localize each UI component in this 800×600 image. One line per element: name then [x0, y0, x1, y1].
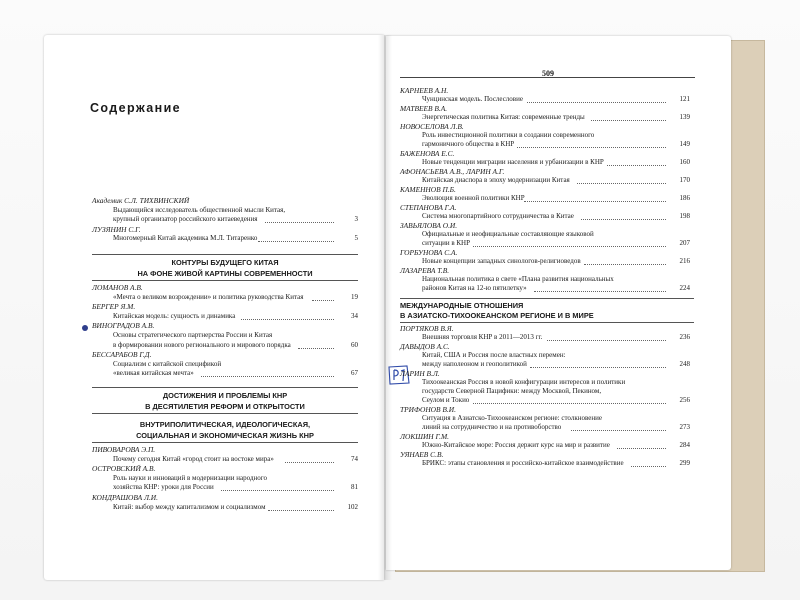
toc-entry-title: Китайская диаспора в эпоху модернизации Китая [422, 176, 570, 184]
dot-leader [473, 246, 666, 247]
toc-author: ЛАЗАРЕВА Т.В. [400, 266, 450, 275]
toc-author: ГОРБУНОВА С.А. [400, 248, 458, 257]
toc-entry-title: Внешняя торговля КНР в 2011—2013 гг. [422, 333, 543, 341]
toc-page-number: 299 [679, 459, 690, 467]
section-rule [92, 387, 358, 388]
toc-entry-title: хозяйства КНР: уроки для России [113, 483, 214, 492]
toc-entry-title: Официальные и неофициальные составляющие языковой [422, 230, 594, 238]
toc-entry-title: Национальная политика в свете «Плана развития национальных [422, 275, 614, 283]
toc-page-number: 198 [679, 212, 690, 220]
toc-author: АФОНАСЬЕВА А.В., ЛАРИН А.Г. [400, 167, 505, 176]
toc-author: ЗАВЬЯЛОВА О.И. [400, 221, 458, 230]
toc-entry-title: Южно-Китайское море: Россия держит курс на мир и развитие [422, 441, 610, 449]
dot-leader [530, 367, 666, 368]
toc-author: БЕССАРАБОВ Г.Д. [92, 350, 152, 360]
toc-entry-title: «великая китайская мечта» [113, 369, 194, 378]
toc-page-number: 5 [354, 234, 358, 243]
toc-page-number: 186 [679, 194, 690, 202]
toc-page-number: 102 [347, 502, 358, 511]
dot-leader [473, 403, 666, 404]
toc-author: ВИНОГРАДОВ А.В. [92, 321, 155, 331]
section-heading: СОЦИАЛЬНАЯ И ЭКОНОМИЧЕСКАЯ ЖИЗНЬ КНР [136, 430, 314, 440]
toc-page-number: 224 [679, 284, 690, 292]
dot-leader [201, 376, 334, 377]
toc-author: ПОРТЯКОВ В.Я. [400, 324, 454, 333]
toc-author: УЯНАЕВ С.В. [400, 450, 444, 459]
toc-page-number: 160 [679, 158, 690, 166]
dot-leader [547, 340, 666, 341]
dot-leader [268, 510, 334, 511]
toc-entry-title: Сеулом и Токио [422, 396, 470, 404]
toc-page-number: 34 [351, 311, 358, 320]
header-rule [400, 77, 695, 78]
toc-page-number: 60 [351, 340, 358, 349]
toc-entry-title: Выдающийся исследователь общественной мысли Китая, [113, 205, 286, 214]
toc-page-number: 81 [351, 483, 358, 492]
dot-leader [241, 319, 334, 320]
toc-entry-title: Китай, США и Россия после властных перемен: [422, 351, 566, 359]
dot-leader [527, 102, 666, 103]
toc-page-number: 19 [351, 292, 358, 301]
dot-leader [617, 448, 666, 449]
section-heading: МЕЖДУНАРОДНЫЕ ОТНОШЕНИЯ [400, 301, 524, 310]
toc-entry-title: Почему сегодня Китай «город стоит на востоке мира» [113, 454, 274, 463]
toc-entry-title: гармоничного общества в КНР [422, 140, 515, 148]
toc-entry-title: Китай: выбор между капитализмом и социализмом [113, 502, 266, 511]
toc-author: ТРИФОНОВ В.И. [400, 405, 456, 414]
dot-leader [258, 241, 334, 242]
toc-entry-title: Новые тенденции миграции населения и урбанизации в КНР [422, 158, 604, 166]
toc-author: ПИВОВАРОВА Э.П. [92, 445, 156, 454]
page-title: Содержание [90, 101, 182, 115]
section-rule [400, 298, 694, 299]
dot-leader [265, 222, 334, 223]
toc-page-number: 67 [351, 369, 358, 378]
toc-entry-title: Основы стратегического партнерства России и Китая [113, 331, 273, 339]
toc-entry-title: Чунцинская модель. Послесловие [422, 95, 523, 103]
toc-page-number: 236 [679, 333, 690, 341]
section-heading: ВНУТРИПОЛИТИЧЕСКАЯ, ИДЕОЛОГИЧЕСКАЯ, [139, 420, 311, 429]
toc-entry-title: Роль инвестиционной политики в создании современного [422, 131, 595, 139]
toc-entry-title: ситуации в КНР [422, 239, 470, 247]
section-rule [92, 442, 358, 443]
toc-author: ЛАРИН В.Л. [400, 369, 440, 378]
toc-author: БЕРГЕР Я.М. [92, 302, 136, 312]
dot-leader [524, 201, 666, 202]
toc-author: БАЖЕНОВА Е.С. [400, 149, 455, 158]
section-rule [92, 254, 358, 255]
toc-author: ЛОМАНОВ А.В. [92, 283, 143, 292]
toc-entry-title: линий на сотрудничество и на противоборство [422, 423, 562, 431]
book-gutter [378, 35, 392, 580]
dot-leader [584, 264, 666, 265]
toc-entry-title: Энергетическая политика Китая: современные тренды [422, 113, 585, 121]
section-rule [92, 413, 358, 414]
toc-author: НОВОСЕЛОВА Л.В. [400, 122, 464, 131]
section-heading: В АЗИАТСКО-ТИХООКЕАНСКОМ РЕГИОНЕ И В МИРЕ [400, 311, 594, 320]
toc-page-number: 284 [679, 441, 690, 449]
section-rule [92, 280, 358, 281]
toc-page-number: 207 [679, 239, 690, 247]
toc-page-number: 273 [679, 423, 690, 431]
toc-page-number: 170 [679, 176, 690, 184]
toc-author: МАТВЕЕВ В.А. [400, 104, 448, 113]
toc-author: Академик С.Л. ТИХВИНСКИЙ [92, 196, 190, 205]
dot-leader [577, 183, 666, 184]
toc-author: ЛОКШИН Г.М. [400, 432, 449, 441]
section-heading: ДОСТИЖЕНИЯ И ПРОБЛЕМЫ КНР [162, 391, 288, 400]
toc-entry-title: крупный организатор российского китаеведения [113, 215, 258, 224]
toc-page-number: 3 [354, 215, 358, 224]
section-heading: НА ФОНЕ ЖИВОЙ КАРТИНЫ СОВРЕМЕННОСТИ [137, 268, 313, 278]
dot-leader [285, 462, 334, 463]
toc-entry-title: Система многопартийного сотрудничества в Китае [422, 212, 574, 220]
dot-leader [607, 165, 666, 166]
toc-entry-title: Новые концепции западных синологов-религиоведов [422, 257, 581, 265]
toc-entry-title: Китайская модель: сущность и динамика [113, 311, 236, 320]
toc-author: КОНДРАШОВА Л.И. [92, 493, 158, 502]
toc-author: ОСТРОВСКИЙ А.В. [92, 464, 156, 474]
toc-entry-title: БРИКС: этапы становления и российско-китайское взаимодействие [422, 459, 624, 467]
section-rule [400, 322, 694, 323]
toc-page-number: 216 [679, 257, 690, 265]
toc-entry-title: государств Северной Пацифики: между Москвой, Пекином, [422, 387, 602, 395]
toc-entry-title: Эволюция военной политики КНР [422, 194, 525, 202]
toc-entry-title: районов Китая на 12-ю пятилетку» [422, 284, 527, 292]
dot-leader [571, 430, 666, 431]
toc-entry-title: в формировании нового регионального и мирового порядка [113, 340, 291, 349]
toc-entry-title: «Мечта о великом возрождении» и политика руководства Китая [113, 292, 304, 301]
toc-author: КАМЕННОВ П.Б. [400, 185, 456, 194]
toc-entry-title: Тихоокеанская Россия в новой конфигурации интересов и политики [422, 378, 626, 386]
section-heading: В ДЕСЯТИЛЕТИЯ РЕФОРМ И ОТКРЫТОСТИ [145, 401, 305, 411]
section-heading: КОНТУРЫ БУДУЩЕГО КИТАЯ [171, 258, 279, 267]
page-number: 509 [542, 69, 554, 78]
toc-author: ДАВЫДОВ А.С. [400, 342, 450, 351]
dot-leader [221, 490, 334, 491]
toc-entry-title: Ситуация в Азиатско-Тихоокеанском регионе: столкновение [422, 414, 602, 422]
dot-leader [581, 219, 666, 220]
toc-page-number: 149 [679, 140, 690, 148]
dot-leader [517, 147, 666, 148]
toc-entry-title: Социализм с китайской спецификой [113, 359, 222, 368]
toc-entry-title: между наполеоном и геополитикой [422, 360, 527, 368]
toc-page-number: 248 [679, 360, 690, 368]
toc-author: СТЕПАНОВА Г.А. [400, 203, 457, 212]
toc-entry-title: Роль науки и инноваций в модернизации народного [113, 473, 267, 482]
dot-leader [591, 120, 666, 121]
toc-entry-title: Многомерный Китай академика М.Л. Титаренко [113, 234, 258, 243]
toc-page-number: 139 [679, 113, 690, 121]
toc-page-number: 121 [679, 95, 690, 103]
dot-leader [534, 291, 666, 292]
toc-page-number: 74 [351, 454, 358, 463]
toc-author: КАРНЕЕВ А.Н. [400, 86, 449, 95]
toc-page-number: 256 [679, 396, 690, 404]
blue-ink-mark [82, 325, 88, 331]
toc-author: ЛУЗЯНИН С.Г. [92, 224, 141, 234]
